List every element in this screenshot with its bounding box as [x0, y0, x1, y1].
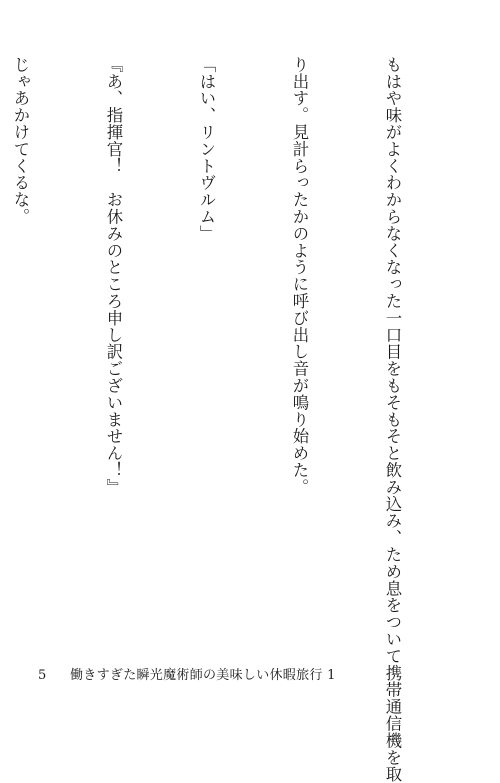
text-line: 「はい、リントヴルム」	[197, 56, 216, 242]
text-line: 『あ、指揮官！ お休みのところ申し訳ございません！』	[104, 56, 123, 496]
text-line: り出す。見計らったかのように呼び出し音が鳴り始めた。	[290, 56, 309, 496]
text-line: もはや味がよくわからなくなった一口目をもそもそと飲み込み、ため息をついて携帯通信機を取	[383, 56, 402, 783]
page-footer	[38, 664, 336, 683]
page-number: 5	[38, 668, 47, 683]
book-title: 働きすぎた瞬光魔術師の美味しい休暇旅行 1	[70, 668, 336, 683]
text-line: じゃあかけてくるな。	[11, 56, 30, 225]
